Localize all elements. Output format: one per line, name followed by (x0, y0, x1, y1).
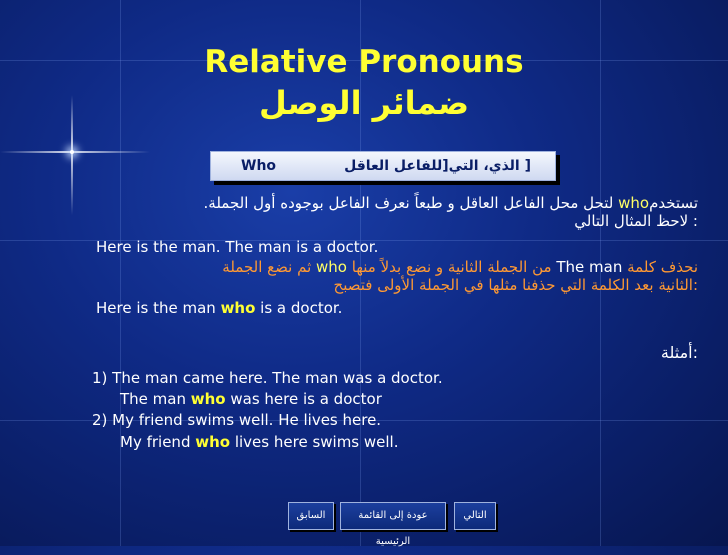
example-1-answer: The man who was here is a doctor (120, 390, 382, 408)
instruction-line-1: نحذف كلمة The man من الجملة الثانية و نضع بدلاً منها who ثم نضع الجملة (222, 258, 698, 276)
page-title: Relative Pronouns (204, 44, 524, 80)
examples-heading: :أمثلة (660, 343, 698, 362)
keyword-who: who (190, 390, 226, 408)
previous-button[interactable]: السابق (288, 502, 334, 530)
home-menu-button[interactable]: عودة إلى القائمة الرئيسية (340, 502, 446, 530)
example-2-question: 2) My friend swims well. He lives here. (92, 411, 382, 429)
explanation-line-1: تستخدمwho لتحل محل الفاعل العاقل و طبعاً نعرف الفاعل بوجوده أول الجملة. (203, 194, 698, 212)
the-man-text: The man (556, 258, 623, 276)
label-who: Who (241, 158, 277, 174)
keyword-who: who (618, 194, 650, 212)
example-1-question: 1) The man came here. The man was a doctor. (92, 369, 443, 387)
label-arabic: [ الذي، التي[للفاعل العاقل (344, 158, 531, 174)
keyword-who: who (220, 299, 256, 317)
instruction-line-2: :الثانية بعد الكلمة التي حذفنا مثلها في الجملة الأولى فتصبح (333, 276, 698, 294)
result-sentence: Here is the man who is a doctor. (96, 299, 343, 317)
keyword-who: who (195, 433, 231, 451)
explanation-line-2: : لاحظ المثال التالي (574, 212, 698, 230)
light-flare-horizontal (0, 151, 150, 153)
example-sentence: Here is the man. The man is a doctor. (96, 238, 379, 256)
keyword-who: who (316, 258, 347, 276)
page-title-arabic: ضمائر الوصل (259, 84, 469, 122)
light-flare-icon (70, 150, 74, 154)
example-2-answer: My friend who lives here swims well. (120, 433, 399, 451)
pronoun-label-box (210, 151, 556, 181)
next-button[interactable]: التالي (454, 502, 496, 530)
